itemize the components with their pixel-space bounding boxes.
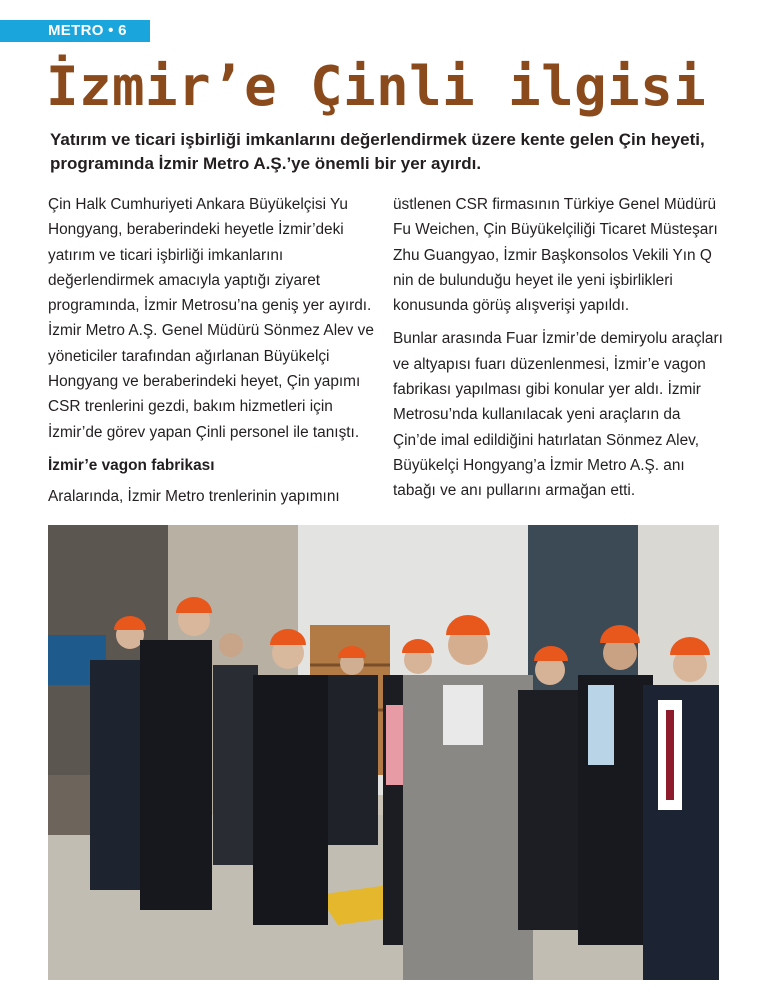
section-tab: METRO • 6 — [0, 20, 150, 42]
article-lead: Yatırım ve ticari işbirliği imkanlarını değerlendirmek üzere kente gelen Çin heyeti, programında İzmir Metro A.Ş.’ye önemli bir yer ayırdı. — [50, 130, 705, 173]
person-5 — [328, 646, 378, 845]
person-2 — [140, 597, 212, 910]
left-paragraph-1: Çin Halk Cumhuriyeti Ankara Büyükelçisi Yu Hongyang, beraberindeki heyetle İzmir’deki yatırım ve ticari işbirliği imkanlarını değerlendirmek amacıyla yaptığı ziyaret programında, İzmir Metrosu’na geniş yer ayırdı. İzmir Metro A.Ş. Genel Müdürü Sönmez Alev ve yöneticiler tarafından ağırlanan Büyükelçi Hongyang ve beraberindeki heyet, Çin yapımı CSR trenlerini gezdi, bakım hizmetleri için İzmir’de görev yapan Çinli personel ile tanıştı. — [48, 196, 374, 441]
page-title: İzmir’e Çinli ilgisi — [46, 55, 707, 118]
left-paragraph-2: Aralarında, İzmir Metro trenlerinin yapımını — [48, 488, 340, 506]
right-paragraph-2: Bunlar arasında Fuar İzmir’de demiryolu araçları ve altyapısı fuarı düzenlenmesi, İzmir’e vagon fabrikası yapılması gibi konular yer aldı. İzmir Metrosu’nda kullanılacak yeni araçların da Çin’de imal edildiğini hatırlatan Sönmez Alev, Büyükelçi Hongyang’a İzmir Metro A.Ş. anı tabağı ve anı pullarını armağan etti. — [393, 330, 723, 500]
person-3 — [213, 633, 258, 865]
article-column-right — [393, 192, 727, 512]
right-paragraph-1: üstlenen CSR firmasının Türkiye Genel Müdürü Fu Weichen, Çin Büyükelçiliği Ticaret Müsteşarı Zhu Guangyao, İzmir Başkonsolos Vekili Yın Q nin de bulunduğu heyet ile yeni işbirlikleri konusunda görüş alışverişi yapıldı. — [393, 196, 718, 315]
article-photo — [48, 525, 719, 980]
factory-visit-photo — [48, 525, 719, 980]
person-10 — [643, 637, 719, 980]
article-column-left — [48, 192, 382, 518]
article-subheading: İzmir’e vagon fabrikası — [48, 456, 215, 474]
